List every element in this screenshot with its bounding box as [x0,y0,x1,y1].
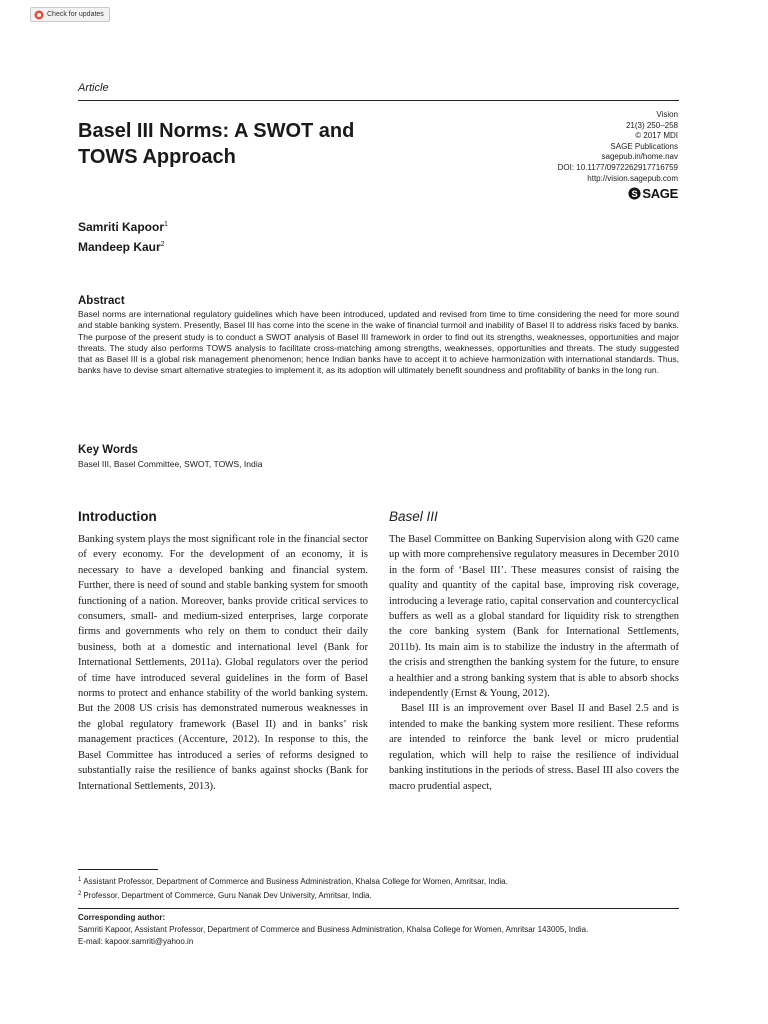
journal-url[interactable]: http://vision.sagepub.com [587,173,678,183]
title-line-2: TOWS Approach [78,146,236,168]
footnotes [78,874,508,902]
article-type-label: Article [78,82,109,94]
basel-iii-column [389,532,679,794]
introduction-heading: Introduction [78,509,157,524]
footnote-1: $^1$ Assistant Professor, Department of Commerce and Business Administration, Khalsa College for Women, Amritsar, India. [78,877,508,886]
corresponding-address: Samriti Kapoor, Assistant Professor, Department of Commerce and Business Administration, Khalsa College for Women, Amritsar 143005, India. [78,925,589,934]
introduction-paragraph-1: Banking system plays the most significant role in the financial sector of every economy. For the development of an economy, it is necessary to have a developed banking and financial system. Further, there is need of sound and stable banking system for smooth functioning of a nation. Moreover, banks provide critical services to consumers, small- and medium-sized enterprises, large corporate firms and governments who rely on them to conduct their daily business, both at a domestic and international level (Bank for International Settlements, 2011a). Global regulators over the period of time have introduced several guidelines in the form of Basel norms to protect and enhance stability of the world banking system. But the 2008 US crisis has demonstrated numerous weaknesses in the global regulatory framework (Basel II) and in banks’ risk management practices (Accenture, 2012). In response to this, the Basel Committee has introduced a series of reforms designed to substantially raise the resilience of banks against shocks (Bank for International Settlements, 2013). [78,534,368,792]
author-list [78,216,168,256]
corresponding-author [78,912,588,948]
title-line-1: Basel III Norms: A SWOT and [78,120,355,142]
author-1-affil: 1 [164,221,168,228]
publisher: SAGE Publications [610,141,678,151]
abstract-heading: Abstract [78,295,125,307]
sage-logo [628,186,678,201]
publisher-home[interactable]: sagepub.in/home.nav [601,152,678,162]
author-1: Samriti Kapoor$^1$ [78,220,168,234]
publication-info [558,110,678,184]
basel-iii-paragraph-2: Basel III is an improvement over Basel II and Basel 2.5 and is intended to make the banking system more resilient. These reforms are intended to reinforce the bank level or micro prudential regulation, which will help to raise the resilience of individual banking institutions in the periods of stress. Basel III also covers the macro prudential aspect, [389,703,679,792]
journal-name: Vision [656,110,678,119]
abstract-text: Basel norms are international regulatory guidelines which have been introduced, updated and revised from time to time considering the need for more sound and stable banking system. Presently, Basel III has come into the scene in the wake of financial turmoil and inability of Basel II to address risks faced by banks. The purpose of the present study is to conduct a SWOT analysis of Basel III framework in order to find out its strengths, weaknesses, opportunities and major threats. The study also performs TOWS analysis to facilitate cross-matching among strengths, weaknesses, opportunities and threats. The study suggested that as Basel III is a global risk management phenomenon; hence Indian banks have to accept it to achieve harmonization with international standards. Thus, banks have to devise smart alternative strategies to implement it, as its adoption will ultimately benefit soundness and profitability of banks in the long run. [78,309,679,376]
basel-iii-paragraph-1: The Basel Committee on Banking Supervision along with G20 came up with more comprehensive regulatory measures in December 2010 in the form of ‘Basel III’. These measures consist of raising the quality and quantity of the capital base, improving risk coverage, introducing a leverage ratio, capital conservation and countercyclical buffers as well as a global standard for liquidity risk to strengthen the core banking system (Bank for International Settlements, 2011b). Its main aim is to stabilize the industry in the aftermath of the crisis and strengthen the banking system for the future, to ensure a healthier and a strong banking system that is able to absorb shocks independently (Ernst & Young, 2012). [389,534,679,700]
check-updates-label: Check for updates [47,11,104,18]
paper-title [78,118,438,170]
basel-iii-heading: Basel III [389,509,438,524]
svg-text:S: S [631,188,638,199]
keywords-text: Basel III, Basel Committee, SWOT, TOWS, India [78,459,263,469]
corresponding-heading: Corresponding author: [78,913,166,922]
copyright: © 2017 MDI [635,131,678,141]
check-for-updates-button[interactable] [30,7,110,22]
header-divider [78,100,679,101]
corresponding-divider [78,908,679,909]
footnote-divider [78,869,158,870]
volume-pages: 21(3) 250–258 [625,120,678,130]
sage-logo-text: SAGE [642,186,678,201]
sage-s-icon [628,187,641,200]
footnote-2: $^2$ Professor, Department of Commerce, Guru Nanak Dev University, Amritsar, India. [78,891,372,900]
corresponding-email[interactable]: E-mail: kapoor.samriti@yahoo.in [78,937,194,946]
introduction-column [78,532,368,794]
author-2-affil: 2 [160,241,165,248]
doi[interactable]: DOI: 10.1177/0972262917716759 [557,162,678,172]
update-badge-icon [34,10,44,20]
keywords-heading: Key Words [78,444,138,456]
author-2: Mandeep Kaur$^2$ [78,240,165,254]
